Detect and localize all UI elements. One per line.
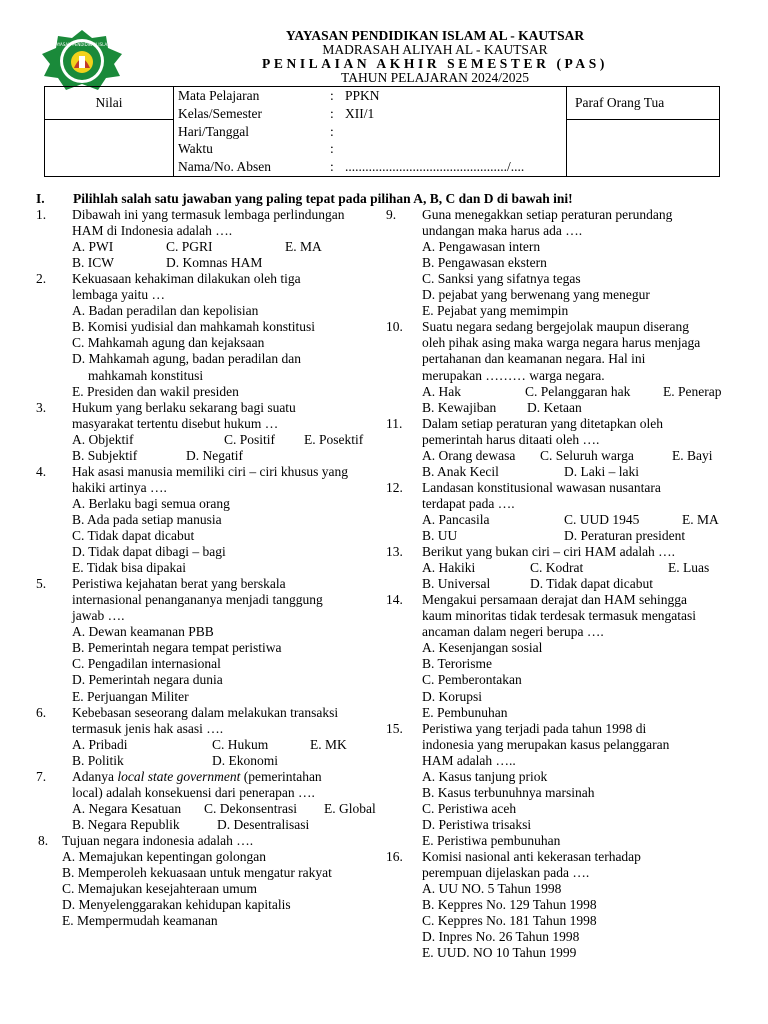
answer-option[interactable]: A. Kesenjangan sosial xyxy=(422,640,543,656)
answer-option[interactable]: D. Pemerintah negara dunia xyxy=(72,672,223,688)
question-text: jawab …. xyxy=(72,608,125,624)
answer-option[interactable]: C. Seluruh warga xyxy=(540,447,634,463)
info-row xyxy=(174,105,566,123)
question-text: kaum minoritas tidak terdesak termasuk mengatasi xyxy=(422,608,697,624)
answer-option[interactable]: A. Kasus tanjung priok xyxy=(422,768,548,784)
question-text-part: (pemerintahan xyxy=(240,768,322,784)
info-colon: : xyxy=(330,159,334,175)
answer-option[interactable]: E. Presiden dan wakil presiden xyxy=(72,383,239,399)
question-text: ancaman dalam negeri berupa …. xyxy=(422,624,604,640)
answer-option[interactable]: E. Luas xyxy=(668,560,710,576)
section-instruction: Pilihlah salah satu jawaban yang paling tepat pada pilihan A, B, C dan D di bawah ini! xyxy=(73,191,573,206)
info-colon: : xyxy=(330,88,334,103)
question-text: pemerintah harus ditaati oleh …. xyxy=(422,431,600,447)
answer-option[interactable]: D. Peristiwa trisaksi xyxy=(422,816,532,832)
info-label: Waktu xyxy=(178,141,213,157)
answer-option[interactable]: A. Berlaku bagi semua orang xyxy=(72,495,230,511)
answer-option[interactable]: C. Pelanggaran hak xyxy=(525,383,631,399)
answer-option[interactable]: E. Perjuangan Militer xyxy=(72,688,189,704)
answer-option[interactable]: E. Global xyxy=(324,800,376,816)
answer-option[interactable]: A. Negara Kesatuan xyxy=(72,800,182,816)
answer-option[interactable]: E. Tidak bisa dipakai xyxy=(72,560,186,576)
answer-option[interactable]: E. Posektif xyxy=(304,431,364,447)
answer-option[interactable]: B. Negara Republik xyxy=(72,816,180,832)
answer-option[interactable]: D. Tidak dapat dibagi – bagi xyxy=(72,544,226,560)
question-number: 16. xyxy=(386,849,403,864)
answer-option[interactable]: A. Objektif xyxy=(72,431,134,447)
question-text: merupakan ……… warga negara. xyxy=(422,367,605,383)
question-text: Tujuan negara indonesia adalah …. xyxy=(62,832,254,848)
question-text: Komisi nasional anti kekerasan terhadap xyxy=(422,849,641,864)
answer-option[interactable]: A. PWI xyxy=(72,239,114,255)
question-text: oleh pihak asing maka warga negara harus menjaga xyxy=(422,335,701,351)
answer-option[interactable]: C. Pemberontakan xyxy=(422,672,522,688)
info-row xyxy=(174,158,566,176)
answer-option[interactable]: A. Dewan keamanan PBB xyxy=(72,624,214,640)
question-text: local) adalah konsekuensi dari penerapan …. xyxy=(72,784,315,800)
paraf-box[interactable] xyxy=(567,120,720,177)
info-colon: : xyxy=(330,141,334,157)
answer-option[interactable]: B. Anak Kecil xyxy=(422,463,499,479)
question-text: internasional penangananya menjadi tanggung xyxy=(72,592,323,608)
question-text: Kekuasaan kehakiman dilakukan oleh tiga xyxy=(72,271,301,287)
school-name: MADRASAH ALIYAH AL - KAUTSAR xyxy=(322,42,548,57)
question-text-part: Adanya xyxy=(72,768,118,784)
answer-option[interactable]: A. Hak xyxy=(422,383,461,399)
question-text: Hak asasi manusia memiliki ciri – ciri khusus yang xyxy=(72,463,348,479)
answer-option[interactable]: B. Subjektif xyxy=(72,447,138,463)
answer-option[interactable]: D. Inpres No. 26 Tahun 1998 xyxy=(422,929,580,945)
answer-option[interactable]: B. Komisi yudisial dan mahkamah konstitusi xyxy=(72,319,315,335)
question-text: termasuk jenis hak asasi …. xyxy=(72,720,224,736)
answer-option[interactable]: B. Pengawasan ekstern xyxy=(422,255,547,271)
question-number: 4. xyxy=(36,463,47,479)
question-number: 14. xyxy=(386,592,403,608)
question-text: Hukum yang berlaku sekarang bagi suatu xyxy=(72,399,296,415)
info-colon: : xyxy=(330,123,334,139)
question-number: 13. xyxy=(386,544,403,560)
question-text: Dibawah ini yang termasuk lembaga perlindungan xyxy=(72,207,345,222)
question-text: HAM di Indonesia adalah …. xyxy=(72,223,233,239)
answer-option[interactable]: A. UU NO. 5 Tahun 1998 xyxy=(422,881,562,897)
info-label: Kelas/Semester xyxy=(178,105,262,121)
section-number: I. xyxy=(36,191,45,206)
question-text xyxy=(72,769,322,785)
answer-option[interactable]: B. Pemerintah negara tempat peristiwa xyxy=(72,640,282,656)
answer-option[interactable]: E. Penerap xyxy=(663,383,722,399)
answer-option[interactable]: C. Peristiwa aceh xyxy=(422,800,517,816)
answer-option[interactable]: E. Pejabat yang memimpin xyxy=(422,303,569,319)
answer-option[interactable]: D. Ketaan xyxy=(527,399,582,415)
answer-option[interactable]: D. Mahkamah agung, badan peradilan dan xyxy=(72,351,302,367)
answer-option[interactable]: B. ICW xyxy=(72,255,114,271)
question-number: 1. xyxy=(36,207,47,222)
question-number: 11. xyxy=(386,415,403,431)
info-label: Nama/No. Absen xyxy=(178,159,271,175)
question-text: Suatu negara sedang bergejolak maupun diserang xyxy=(422,319,690,335)
info-row xyxy=(174,87,566,105)
answer-option[interactable]: A. Orang dewasa xyxy=(422,447,516,463)
answer-option[interactable]: A. Pengawasan intern xyxy=(422,239,541,255)
answer-option[interactable]: B. Universal xyxy=(422,576,491,592)
question-text: Kebebasan seseorang dalam melakukan transaksi xyxy=(72,704,339,720)
answer-option[interactable]: E. Mempermudah keamanan xyxy=(62,913,218,929)
answer-option[interactable]: D. pejabat yang berwenang yang menegur xyxy=(422,287,650,303)
question-text: Dalam setiap peraturan yang ditetapkan oleh xyxy=(422,415,664,431)
info-label: Hari/Tanggal xyxy=(178,123,250,139)
answer-option[interactable]: C. Tidak dapat dicabut xyxy=(72,528,195,543)
answer-option[interactable]: D. Korupsi xyxy=(422,688,482,704)
question-text: HAM adalah ….. xyxy=(422,752,516,768)
foundation-name: YAYASAN PENDIDIKAN ISLAM AL - KAUTSAR xyxy=(285,28,585,43)
answer-option[interactable]: A. Badan peradilan dan kepolisian xyxy=(72,303,259,319)
answer-option[interactable]: B. Kasus terbunuhnya marsinah xyxy=(422,784,595,800)
question-number: 12. xyxy=(386,479,403,495)
answer-option[interactable]: C. Pengadilan internasional xyxy=(72,656,221,672)
question-number: 5. xyxy=(36,576,47,592)
answer-option[interactable]: D. Peraturan president xyxy=(564,528,686,543)
question-text: indonesia yang merupakan kasus pelanggaran xyxy=(422,736,670,752)
question-number: 6. xyxy=(36,704,47,720)
question-number: 9. xyxy=(386,207,397,222)
answer-option[interactable]: C. Keppres No. 181 Tahun 1998 xyxy=(422,913,597,929)
answer-option[interactable]: C. Positif xyxy=(224,431,276,447)
answer-option[interactable]: B. Ada pada setiap manusia xyxy=(72,511,222,527)
info-row xyxy=(174,123,566,141)
question-text: lembaga yaitu … xyxy=(72,287,165,303)
answer-option[interactable]: C. Dekonsentrasi xyxy=(204,800,297,816)
answer-option[interactable]: C. Hukum xyxy=(212,736,269,752)
info-row xyxy=(174,140,566,158)
question-text-part: local state government xyxy=(117,768,241,784)
answer-option[interactable]: E. UUD. NO 10 Tahun 1999 xyxy=(422,945,577,961)
answer-option[interactable]: C. PGRI xyxy=(166,239,213,255)
nilai-label: Nilai xyxy=(45,87,174,120)
answer-option[interactable]: C. Sanksi yang sifatnya tegas xyxy=(422,271,581,287)
answer-option[interactable]: C. UUD 1945 xyxy=(564,511,640,527)
info-label: Mata Pelajaran xyxy=(178,88,260,103)
answer-option[interactable]: B. Politik xyxy=(72,752,124,768)
nilai-box[interactable] xyxy=(45,120,174,177)
question-text: Guna menegakkan setiap peraturan perundang xyxy=(422,207,673,222)
answer-option[interactable]: E. MK xyxy=(310,736,347,752)
answer-option[interactable]: D. Tidak dapat dicabut xyxy=(530,576,653,592)
answer-option[interactable]: B. Memperoleh kekuasaan untuk mengatur rakyat xyxy=(62,865,332,881)
school-logo xyxy=(36,28,128,92)
answer-option[interactable]: E. Pembunuhan xyxy=(422,704,508,720)
answer-option[interactable]: B. Kewajiban xyxy=(422,399,497,415)
answer-option[interactable]: A. Pancasila xyxy=(422,511,490,527)
question-text: mahkamah konstitusi xyxy=(88,367,204,383)
answer-option[interactable]: A. Memajukan kepentingan golongan xyxy=(62,849,266,864)
question-number: 7. xyxy=(36,768,47,784)
question-text: pertahanan dan keamanan negara. Hal ini xyxy=(422,351,646,367)
info-value[interactable]: ................................................/.... xyxy=(345,159,525,175)
answer-option[interactable]: C. Memajukan kesejahteraan umum xyxy=(62,881,257,897)
answer-option[interactable]: B. Terorisme xyxy=(422,656,493,672)
question-text: masyarakat tertentu disebut hukum … xyxy=(72,415,279,431)
info-value[interactable]: PPKN xyxy=(345,88,380,103)
answer-option[interactable]: D. Komnas HAM xyxy=(166,255,263,271)
info-fields xyxy=(174,87,567,177)
question-number: 10. xyxy=(386,319,403,335)
question-text: Peristiwa yang terjadi pada tahun 1998 di xyxy=(422,720,647,736)
answer-option[interactable]: D. Negatif xyxy=(186,447,243,463)
question-text: Mengakui persamaan derajat dan HAM sehingga xyxy=(422,592,688,608)
info-value[interactable]: XII/1 xyxy=(345,105,375,121)
question-text: undangan maka harus ada …. xyxy=(422,223,583,239)
question-number: 2. xyxy=(36,271,47,287)
answer-option[interactable]: E. Bayi xyxy=(672,447,713,463)
info-colon: : xyxy=(330,105,334,121)
answer-option[interactable]: D. Menyelenggarakan kehidupan kapitalis xyxy=(62,897,291,913)
answer-option[interactable]: E. MA xyxy=(285,239,322,255)
question-text: Peristiwa kejahatan berat yang berskala xyxy=(72,576,286,592)
answer-option[interactable]: B. Keppres No. 129 Tahun 1998 xyxy=(422,897,597,913)
answer-option[interactable]: D. Laki – laki xyxy=(564,463,639,479)
question-text: perempuan dijelaskan pada …. xyxy=(422,865,590,881)
answer-option[interactable]: B. UU xyxy=(422,528,458,543)
student-info-table xyxy=(44,86,720,177)
answer-option[interactable]: D. Ekonomi xyxy=(212,752,278,768)
question-number: 8. xyxy=(38,832,49,848)
question-number: 15. xyxy=(386,720,403,736)
answer-option[interactable]: C. Mahkamah agung dan kejaksaan xyxy=(72,335,265,351)
question-text: hakiki artinya …. xyxy=(72,479,167,495)
answer-option[interactable]: D. Desentralisasi xyxy=(217,816,310,832)
question-text: Landasan konstitusional wawasan nusantara xyxy=(422,479,661,495)
paraf-label: Paraf Orang Tua xyxy=(567,87,720,120)
logo-text: YAYASAN PENDIDIKAN ISLAM xyxy=(53,42,111,47)
answer-option[interactable]: A. Hakiki xyxy=(422,560,476,576)
academic-year: TAHUN PELAJARAN 2024/2025 xyxy=(341,70,529,85)
exam-title: PENILAIAN AKHIR SEMESTER (PAS) xyxy=(262,56,608,71)
answer-option[interactable]: C. Kodrat xyxy=(530,560,584,576)
answer-option[interactable]: A. Pribadi xyxy=(72,736,128,752)
question-text: Berikut yang bukan ciri – ciri HAM adalah …. xyxy=(422,544,676,560)
question-number: 3. xyxy=(36,399,47,415)
answer-option[interactable]: E. MA xyxy=(682,511,719,527)
answer-option[interactable]: E. Peristiwa pembunuhan xyxy=(422,832,561,848)
question-text: terdapat pada …. xyxy=(422,495,515,511)
